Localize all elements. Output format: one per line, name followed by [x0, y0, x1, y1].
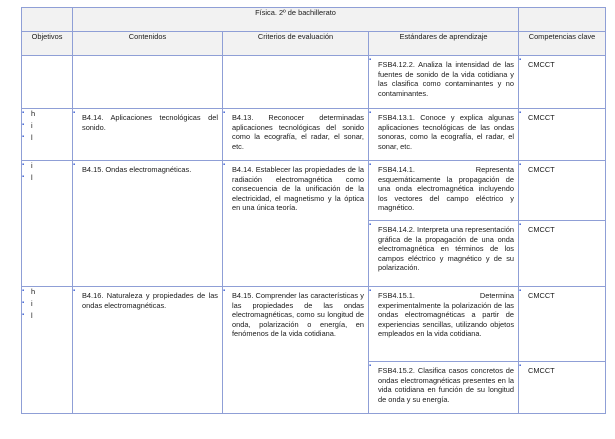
objetivo-item: ▪ l [22, 173, 72, 185]
competencia-text: ▪ CMCCT [519, 221, 605, 237]
criterio-cell [223, 287, 369, 414]
header-criterios: Criterios de evaluación [223, 32, 369, 56]
criterio-cell [223, 56, 369, 109]
competencia-text: ▪ CMCCT [519, 161, 605, 177]
table-row [22, 109, 606, 161]
objetivos-cell [22, 109, 73, 161]
table-row [22, 287, 606, 362]
criterio-text: ▪ B4.15. Comprender las características y las propiedades de las ondas electromagnéticas, como su longitud de onda, polarización o energía, en fenómenos de la vida cotidiana. [223, 287, 368, 341]
competencia-cell [519, 56, 606, 109]
objetivo-item: ▪ l [22, 133, 72, 145]
competencia-cell [519, 221, 606, 287]
estandar-cell [369, 161, 519, 221]
competencia-cell [519, 287, 606, 362]
estandar-text: ▪ FSB4.12.2. Analiza la intensidad de las fuentes de sonido de la vida cotidiana y las clasifica como contaminantes y no contaminantes. [369, 56, 518, 100]
estandar-text: ▪ FSB4.14.1. Representa esquemáticamente la propagación de una onda electromagnética incluyendo los vectores del campo eléctrico y magnético. [369, 161, 518, 215]
competencia-text: ▪ CMCCT [519, 362, 605, 378]
contenido-text: ▪ B4.16. Naturaleza y propiedades de las ondas electromagnéticas. [73, 287, 222, 312]
objetivo-item: ▪ i [22, 161, 72, 173]
objetivos-cell [22, 161, 73, 287]
criterio-cell [223, 109, 369, 161]
competencia-text: ▪ CMCCT [519, 56, 605, 72]
header-objetivos: Objetivos [22, 32, 73, 56]
objetivo-item: ▪ h [22, 287, 72, 299]
estandar-text: ▪ FSB4.14.2. Interpreta una representación gráfica de la propagación de una onda electromagnética en términos de los campos eléctrico y magnético y de su polarización. [369, 221, 518, 275]
table-body [22, 56, 606, 414]
objetivos-cell [22, 287, 73, 414]
header-row [22, 32, 606, 56]
estandar-cell [369, 362, 519, 414]
competencia-text: ▪ CMCCT [519, 109, 605, 125]
competencia-cell [519, 161, 606, 221]
competencia-cell [519, 109, 606, 161]
estandar-cell [369, 109, 519, 161]
estandar-text: ▪ FSB4.15.2. Clasifica casos concretos de ondas electromagnéticas presentes en la vida cotidiana en función de su longitud de onda y su energía. [369, 362, 518, 406]
objetivo-item: ▪ i [22, 121, 72, 133]
title-spacer-cell [22, 8, 73, 32]
curriculum-table [21, 7, 606, 414]
header-contenidos: Contenidos [73, 32, 223, 56]
contenido-cell [73, 161, 223, 287]
header-estandares: Estándares de aprendizaje [369, 32, 519, 56]
title-row [22, 8, 606, 32]
table-title: Física. 2º de bachillerato [73, 8, 519, 32]
table-row [22, 56, 606, 109]
contenido-text: ▪ B4.15. Ondas electromagnéticas. [73, 161, 222, 177]
competencia-text: ▪ CMCCT [519, 287, 605, 303]
header-competencias: Competencias clave [519, 32, 606, 56]
competencia-cell [519, 362, 606, 414]
objetivo-item: ▪ h [22, 109, 72, 121]
contenido-cell [73, 56, 223, 109]
criterio-text: ▪ B4.13. Reconocer determinadas aplicaciones tecnológicas del sonido como la ecografía, el radar, el sonar, etc. [223, 109, 368, 153]
estandar-text: ▪ FSB4.13.1. Conoce y explica algunas aplicaciones tecnológicas de las ondas sonoras, como la ecografía, el radar, el sonar, etc. [369, 109, 518, 153]
contenido-cell [73, 287, 223, 414]
estandar-text: ▪ FSB4.15.1. Determina experimentalmente la polarización de las ondas electromagnéticas a partir de experiencias sencillas, utilizando objetos empleados en la vida cotidiana. [369, 287, 518, 341]
criterio-text: ▪ B4.14. Establecer las propiedades de la radiación electromagnética como consecuencia de la unificación de la electricidad, el magnetismo y la óptica en una única teoría. [223, 161, 368, 215]
estandar-cell [369, 221, 519, 287]
objetivo-item: ▪ i [22, 299, 72, 311]
contenido-cell [73, 109, 223, 161]
objetivo-item: ▪ l [22, 311, 72, 323]
criterio-cell [223, 161, 369, 287]
estandar-cell [369, 287, 519, 362]
table-row [22, 161, 606, 221]
title-spacer-cell [519, 8, 606, 32]
estandar-cell [369, 56, 519, 109]
contenido-text: ▪ B4.14. Aplicaciones tecnológicas del sonido. [73, 109, 222, 134]
objetivos-cell [22, 56, 73, 109]
